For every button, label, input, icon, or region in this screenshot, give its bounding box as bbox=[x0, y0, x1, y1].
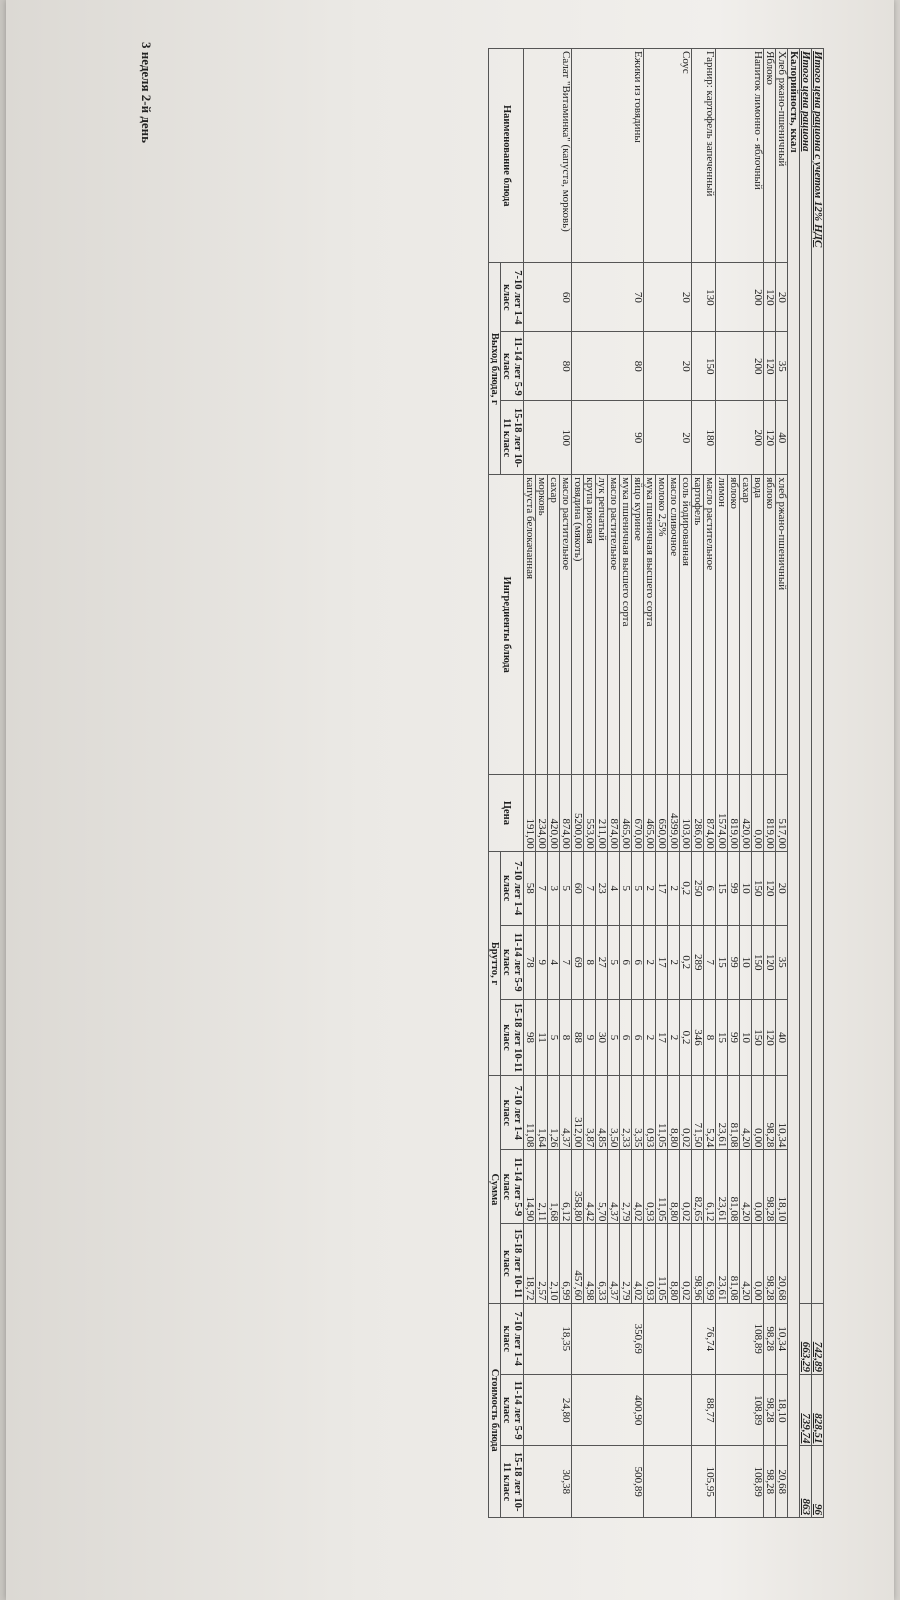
ingredient-price: 465,00 bbox=[620, 775, 632, 852]
sum-cell: 98,28 bbox=[764, 1224, 776, 1303]
brutto-cell: 99 bbox=[728, 851, 740, 925]
brutto-cell: 6 bbox=[620, 925, 632, 999]
brutto-cell: 15 bbox=[716, 925, 728, 999]
header-age-column: 7-10 лет 1-4 класс bbox=[501, 263, 524, 332]
brutto-cell: 2 bbox=[644, 851, 656, 925]
brutto-cell: 58 bbox=[524, 851, 536, 925]
brutto-cell: 6 bbox=[632, 999, 644, 1076]
sum-cell: 11,05 bbox=[656, 1224, 668, 1303]
total-value: 739,74 bbox=[800, 1374, 812, 1445]
brutto-cell: 0,2 bbox=[680, 925, 692, 999]
sum-cell: 0,93 bbox=[644, 1224, 656, 1303]
sum-cell: 4,37 bbox=[608, 1224, 620, 1303]
dish-output-cell: 20 bbox=[644, 401, 692, 475]
ingredient-price: 465,00 bbox=[644, 775, 656, 852]
dish-cost-cell: 18,10 bbox=[776, 1374, 788, 1445]
brutto-cell: 5 bbox=[608, 999, 620, 1076]
ingredient-name: масло сливочное bbox=[668, 475, 680, 775]
ingredient-name: сахар bbox=[740, 475, 752, 775]
dish-cost-cell: 30,38 bbox=[524, 1446, 572, 1518]
total-value: 663,29 bbox=[800, 1303, 812, 1374]
ingredient-name: масло растительное bbox=[608, 475, 620, 775]
brutto-cell: 7 bbox=[536, 851, 548, 925]
total-vat-row bbox=[812, 49, 824, 1518]
sum-cell: 8,80 bbox=[668, 1076, 680, 1150]
dish-output-cell: 70 bbox=[572, 263, 644, 332]
sum-cell: 6,12 bbox=[560, 1150, 572, 1224]
dish-output-cell: 100 bbox=[524, 401, 572, 475]
sum-cell: 2,33 bbox=[620, 1076, 632, 1150]
dish-cost-cell: 500,89 bbox=[572, 1446, 644, 1518]
brutto-cell: 5 bbox=[632, 851, 644, 925]
sum-cell: 82,65 bbox=[692, 1150, 704, 1224]
sum-cell: 312,00 bbox=[572, 1076, 584, 1150]
sum-cell: 1,64 bbox=[536, 1076, 548, 1150]
header-brutto: Брутто, г bbox=[489, 851, 501, 1076]
sum-cell: 23,61 bbox=[716, 1076, 728, 1150]
dish-cost-cell: 98,28 bbox=[764, 1303, 776, 1374]
header-age-column: 11-14 лет 5-9 класс bbox=[501, 925, 524, 999]
ingredient-price: 0,00 bbox=[752, 775, 764, 852]
menu-table-body bbox=[489, 49, 824, 1518]
brutto-cell: 78 bbox=[524, 925, 536, 999]
total-vat-value: 828,51 bbox=[812, 1374, 824, 1445]
brutto-cell: 9 bbox=[584, 999, 596, 1076]
dish-output-cell: 200 bbox=[716, 401, 764, 475]
brutto-cell: 150 bbox=[752, 925, 764, 999]
ingredient-name: хлеб ржано-пшеничный bbox=[776, 475, 788, 775]
header-age-column: 7-10 лет 1-4 класс bbox=[501, 851, 524, 925]
dish-cost-cell bbox=[644, 1303, 692, 1374]
total-row bbox=[800, 49, 812, 1518]
dish-cost-cell: 76,74 bbox=[692, 1303, 716, 1374]
ingredient-price: 874,00 bbox=[560, 775, 572, 852]
brutto-cell: 99 bbox=[728, 925, 740, 999]
ingredient-price: 1574,00 bbox=[716, 775, 728, 852]
dish-cost-cell: 108,89 bbox=[716, 1374, 764, 1445]
header-dish-name: Наименование блюда bbox=[489, 49, 524, 263]
table-row bbox=[644, 49, 656, 1518]
sum-cell: 2,79 bbox=[620, 1224, 632, 1303]
ingredient-price: 874,00 bbox=[704, 775, 716, 852]
dish-cost-cell: 108,89 bbox=[716, 1446, 764, 1518]
sum-cell: 1,68 bbox=[548, 1150, 560, 1224]
ingredient-name: капуста белокачанная bbox=[524, 475, 536, 775]
document-page bbox=[6, 0, 894, 1600]
brutto-cell: 8 bbox=[584, 925, 596, 999]
brutto-cell: 40 bbox=[776, 999, 788, 1076]
brutto-cell: 5 bbox=[620, 851, 632, 925]
dish-output-cell: 150 bbox=[692, 332, 716, 401]
dish-output-cell: 80 bbox=[524, 332, 572, 401]
brutto-cell: 2 bbox=[668, 851, 680, 925]
ingredient-name: масло растительное bbox=[560, 475, 572, 775]
brutto-cell: 7 bbox=[584, 851, 596, 925]
page-title: 3 неделя 2-й день bbox=[139, 42, 154, 144]
sum-cell: 8,80 bbox=[668, 1224, 680, 1303]
brutto-cell: 11 bbox=[536, 999, 548, 1076]
sum-cell: 4,37 bbox=[560, 1076, 572, 1150]
ingredient-name: молоко 2,5% bbox=[656, 475, 668, 775]
sum-cell: 11,05 bbox=[656, 1076, 668, 1150]
table-row bbox=[524, 49, 536, 1518]
ingredient-price: 4399,00 bbox=[668, 775, 680, 852]
brutto-cell: 69 bbox=[572, 925, 584, 999]
brutto-cell: 10 bbox=[740, 999, 752, 1076]
header-ingredients: Ингредиенты блюда bbox=[489, 475, 524, 775]
ingredient-price: 874,00 bbox=[608, 775, 620, 852]
brutto-cell: 99 bbox=[728, 999, 740, 1076]
ingredient-price: 553,00 bbox=[584, 775, 596, 852]
dish-output-cell: 180 bbox=[692, 401, 716, 475]
sum-cell: 2,11 bbox=[536, 1150, 548, 1224]
sum-cell: 11,05 bbox=[656, 1150, 668, 1224]
dish-output-cell: 80 bbox=[572, 332, 644, 401]
ingredient-name: мука пшеничная высшего сорта bbox=[620, 475, 632, 775]
brutto-cell: 2 bbox=[668, 925, 680, 999]
ingredient-name: лук репчатый bbox=[596, 475, 608, 775]
table-row bbox=[764, 49, 776, 1518]
ingredient-name: яйцо куриное bbox=[632, 475, 644, 775]
dish-output-cell: 60 bbox=[524, 263, 572, 332]
sum-cell: 3,35 bbox=[632, 1076, 644, 1150]
brutto-cell: 2 bbox=[644, 925, 656, 999]
table-row bbox=[776, 49, 788, 1518]
brutto-cell: 17 bbox=[656, 999, 668, 1076]
brutto-cell: 120 bbox=[764, 851, 776, 925]
ingredient-name: вода bbox=[752, 475, 764, 775]
brutto-cell: 120 bbox=[764, 999, 776, 1076]
ingredient-price: 5200,00 bbox=[572, 775, 584, 852]
ingredient-name: лимон bbox=[716, 475, 728, 775]
sum-cell: 4,85 bbox=[596, 1076, 608, 1150]
total-vat-label: Итого цена рациона с учетом 12% НДС bbox=[812, 49, 824, 1304]
table-row bbox=[716, 49, 728, 1518]
brutto-cell: 15 bbox=[716, 851, 728, 925]
sum-cell: 5,24 bbox=[704, 1076, 716, 1150]
brutto-cell: 6 bbox=[704, 851, 716, 925]
table-row bbox=[572, 49, 584, 1518]
sum-cell: 1,26 bbox=[548, 1076, 560, 1150]
dish-name: Салат "Витаминка" (капуста, морковь) bbox=[524, 49, 572, 263]
dish-output-cell: 120 bbox=[764, 332, 776, 401]
ingredient-price: 819,00 bbox=[728, 775, 740, 852]
dish-output-cell: 20 bbox=[644, 332, 692, 401]
header-sum: Сумма bbox=[489, 1076, 501, 1303]
dish-cost-cell: 350,69 bbox=[572, 1303, 644, 1374]
sum-cell: 0,93 bbox=[644, 1076, 656, 1150]
dish-output-cell: 120 bbox=[764, 401, 776, 475]
ingredient-name: сахар bbox=[548, 475, 560, 775]
brutto-cell: 2 bbox=[644, 999, 656, 1076]
dish-name: Соус bbox=[644, 49, 692, 263]
header-age-column: 7-10 лет 1-4 класс bbox=[501, 1303, 524, 1374]
sum-cell: 0,93 bbox=[644, 1150, 656, 1224]
sum-cell: 3,87 bbox=[584, 1076, 596, 1150]
sum-cell: 14,90 bbox=[524, 1150, 536, 1224]
brutto-cell: 6 bbox=[632, 925, 644, 999]
ingredient-price: 517,00 bbox=[776, 775, 788, 852]
brutto-cell: 30 bbox=[596, 999, 608, 1076]
brutto-cell: 88 bbox=[572, 999, 584, 1076]
sum-cell: 8,80 bbox=[668, 1150, 680, 1224]
header-age-column: 11-14 лет 5-9 класс bbox=[501, 332, 524, 401]
header-price: Цена bbox=[489, 775, 524, 852]
sum-cell: 358,80 bbox=[572, 1150, 584, 1224]
sum-cell: 18,10 bbox=[776, 1150, 788, 1224]
ingredient-name: мука пшеничная высшего сорта bbox=[644, 475, 656, 775]
ingredient-price: 420,00 bbox=[740, 775, 752, 852]
ingredient-price: 650,00 bbox=[656, 775, 668, 852]
brutto-cell: 7 bbox=[560, 925, 572, 999]
brutto-cell: 9 bbox=[536, 925, 548, 999]
header-age-column: 15-18 лет 10-11 класс bbox=[501, 1446, 524, 1518]
header-age-column: 11-14 лет 5-9 класс bbox=[501, 1374, 524, 1445]
dish-cost-cell: 400,90 bbox=[572, 1374, 644, 1445]
header-output: Выход блюда, г bbox=[489, 263, 501, 475]
sum-cell: 23,61 bbox=[716, 1224, 728, 1303]
dish-output-cell: 90 bbox=[572, 401, 644, 475]
dish-output-cell: 200 bbox=[716, 263, 764, 332]
dish-cost-cell: 105,95 bbox=[692, 1446, 716, 1518]
total-value: 863 bbox=[800, 1446, 812, 1518]
dish-cost-cell: 24,80 bbox=[524, 1374, 572, 1445]
dish-cost-cell: 88,77 bbox=[692, 1374, 716, 1445]
sum-cell: 81,08 bbox=[728, 1150, 740, 1224]
brutto-cell: 150 bbox=[752, 851, 764, 925]
dish-output-cell: 40 bbox=[776, 401, 788, 475]
ingredient-price: 234,00 bbox=[536, 775, 548, 852]
sum-cell: 4,98 bbox=[584, 1224, 596, 1303]
brutto-cell: 5 bbox=[560, 851, 572, 925]
sum-cell: 71,50 bbox=[692, 1076, 704, 1150]
total-label: Итого цена рациона bbox=[800, 49, 812, 1304]
sum-cell: 0,02 bbox=[680, 1224, 692, 1303]
ingredient-price: 103,00 bbox=[680, 775, 692, 852]
brutto-cell: 3 bbox=[548, 851, 560, 925]
brutto-cell: 98 bbox=[524, 999, 536, 1076]
header-age-column: 11-14 лет 5-9 класс bbox=[501, 1150, 524, 1224]
brutto-cell: 60 bbox=[572, 851, 584, 925]
sum-cell: 0,02 bbox=[680, 1076, 692, 1150]
total-vat-value: 742,89 bbox=[812, 1303, 824, 1374]
brutto-cell: 0,2 bbox=[680, 851, 692, 925]
header-cost: Стоимость блюда bbox=[489, 1303, 501, 1518]
sum-cell: 98,96 bbox=[692, 1224, 704, 1303]
brutto-cell: 8 bbox=[704, 999, 716, 1076]
sum-cell: 98,28 bbox=[764, 1076, 776, 1150]
sum-cell: 0,02 bbox=[680, 1150, 692, 1224]
dish-cost-cell: 98,28 bbox=[764, 1374, 776, 1445]
total-vat-value: 96 bbox=[812, 1446, 824, 1518]
dish-name: Напиток лимонно - яблочный bbox=[716, 49, 764, 263]
ingredient-name: соль йодированная bbox=[680, 475, 692, 775]
brutto-cell: 2 bbox=[668, 999, 680, 1076]
ingredient-price: 819,00 bbox=[764, 775, 776, 852]
brutto-cell: 6 bbox=[620, 999, 632, 1076]
table-row bbox=[692, 49, 704, 1518]
brutto-cell: 20 bbox=[776, 851, 788, 925]
dish-cost-cell bbox=[644, 1374, 692, 1445]
sum-cell: 4,37 bbox=[608, 1150, 620, 1224]
dish-output-cell: 20 bbox=[776, 263, 788, 332]
sum-cell: 98,28 bbox=[764, 1150, 776, 1224]
dish-name: Яблоко bbox=[764, 49, 776, 263]
sum-cell: 10,34 bbox=[776, 1076, 788, 1150]
sum-cell: 11,08 bbox=[524, 1076, 536, 1150]
sum-cell: 4,02 bbox=[632, 1150, 644, 1224]
sum-cell: 2,10 bbox=[548, 1224, 560, 1303]
brutto-cell: 250 bbox=[692, 851, 704, 925]
sum-cell: 6,99 bbox=[560, 1224, 572, 1303]
brutto-cell: 0,2 bbox=[680, 999, 692, 1076]
sum-cell: 4,20 bbox=[740, 1076, 752, 1150]
brutto-cell: 10 bbox=[740, 851, 752, 925]
dish-cost-cell: 98,28 bbox=[764, 1446, 776, 1518]
sum-cell: 6,99 bbox=[704, 1224, 716, 1303]
sum-cell: 4,02 bbox=[632, 1224, 644, 1303]
brutto-cell: 4 bbox=[548, 925, 560, 999]
ingredient-price: 420,00 bbox=[548, 775, 560, 852]
sum-cell: 4,20 bbox=[740, 1150, 752, 1224]
dish-name: Гарнир: картофель запеченный bbox=[692, 49, 716, 263]
header-row-1 bbox=[489, 49, 501, 1518]
dish-cost-cell: 108,89 bbox=[716, 1303, 764, 1374]
brutto-cell: 27 bbox=[596, 925, 608, 999]
dish-cost-cell: 18,35 bbox=[524, 1303, 572, 1374]
dish-name: Ежики из говядины bbox=[572, 49, 644, 263]
brutto-cell: 15 bbox=[716, 999, 728, 1076]
ingredient-name: морковь bbox=[536, 475, 548, 775]
brutto-cell: 10 bbox=[740, 925, 752, 999]
ingredient-price: 670,00 bbox=[632, 775, 644, 852]
dish-output-cell: 35 bbox=[776, 332, 788, 401]
dish-output-cell: 20 bbox=[644, 263, 692, 332]
kcal-row bbox=[788, 49, 800, 1518]
brutto-cell: 150 bbox=[752, 999, 764, 1076]
dish-cost-cell: 20,68 bbox=[776, 1446, 788, 1518]
brutto-cell: 23 bbox=[596, 851, 608, 925]
ingredient-price: 286,00 bbox=[692, 775, 704, 852]
dish-cost-cell bbox=[644, 1446, 692, 1518]
brutto-cell: 120 bbox=[764, 925, 776, 999]
sum-cell: 81,08 bbox=[728, 1076, 740, 1150]
brutto-cell: 289 bbox=[692, 925, 704, 999]
brutto-cell: 35 bbox=[776, 925, 788, 999]
sum-cell: 5,70 bbox=[596, 1150, 608, 1224]
dish-output-cell: 120 bbox=[764, 263, 776, 332]
sum-cell: 18,72 bbox=[524, 1224, 536, 1303]
menu-table bbox=[488, 48, 824, 1518]
ingredient-price: 191,00 bbox=[524, 775, 536, 852]
ingredient-name: картофель bbox=[692, 475, 704, 775]
kcal-label: Калорийность, ккал bbox=[788, 49, 800, 1518]
sum-cell: 4,20 bbox=[740, 1224, 752, 1303]
sum-cell: 0,00 bbox=[752, 1150, 764, 1224]
sum-cell: 6,33 bbox=[596, 1224, 608, 1303]
sum-cell: 457,60 bbox=[572, 1224, 584, 1303]
ingredient-name: яблоко bbox=[728, 475, 740, 775]
ingredient-name: яблоко bbox=[764, 475, 776, 775]
header-age-column: 15-18 лет 10-11 класс bbox=[501, 401, 524, 475]
brutto-cell: 5 bbox=[548, 999, 560, 1076]
brutto-cell: 4 bbox=[608, 851, 620, 925]
sum-cell: 2,79 bbox=[620, 1150, 632, 1224]
header-age-column: 15-18 лет 10-11 класс bbox=[501, 999, 524, 1076]
ingredient-name: крупа рисовая bbox=[584, 475, 596, 775]
brutto-cell: 8 bbox=[560, 999, 572, 1076]
dish-output-cell: 130 bbox=[692, 263, 716, 332]
sum-cell: 0,00 bbox=[752, 1224, 764, 1303]
header-age-column: 7-10 лет 1-4 класс bbox=[501, 1076, 524, 1150]
sum-cell: 3,50 bbox=[608, 1076, 620, 1150]
rotated-sheet bbox=[6, 0, 894, 1600]
brutto-cell: 17 bbox=[656, 851, 668, 925]
sum-cell: 6,12 bbox=[704, 1150, 716, 1224]
sum-cell: 23,61 bbox=[716, 1150, 728, 1224]
dish-output-cell: 200 bbox=[716, 332, 764, 401]
ingredient-name: говядина (мякоть) bbox=[572, 475, 584, 775]
brutto-cell: 5 bbox=[608, 925, 620, 999]
sum-cell: 0,00 bbox=[752, 1076, 764, 1150]
sum-cell: 20,68 bbox=[776, 1224, 788, 1303]
header-age-column: 15-18 лет 10-11 класс bbox=[501, 1224, 524, 1303]
sum-cell: 4,42 bbox=[584, 1150, 596, 1224]
dish-cost-cell: 10,34 bbox=[776, 1303, 788, 1374]
brutto-cell: 17 bbox=[656, 925, 668, 999]
sum-cell: 81,08 bbox=[728, 1224, 740, 1303]
brutto-cell: 346 bbox=[692, 999, 704, 1076]
ingredient-price: 211,00 bbox=[596, 775, 608, 852]
brutto-cell: 7 bbox=[704, 925, 716, 999]
sum-cell: 2,57 bbox=[536, 1224, 548, 1303]
dish-name: Хлеб ржано-пшеничный bbox=[776, 49, 788, 263]
ingredient-name: масло растительное bbox=[704, 475, 716, 775]
